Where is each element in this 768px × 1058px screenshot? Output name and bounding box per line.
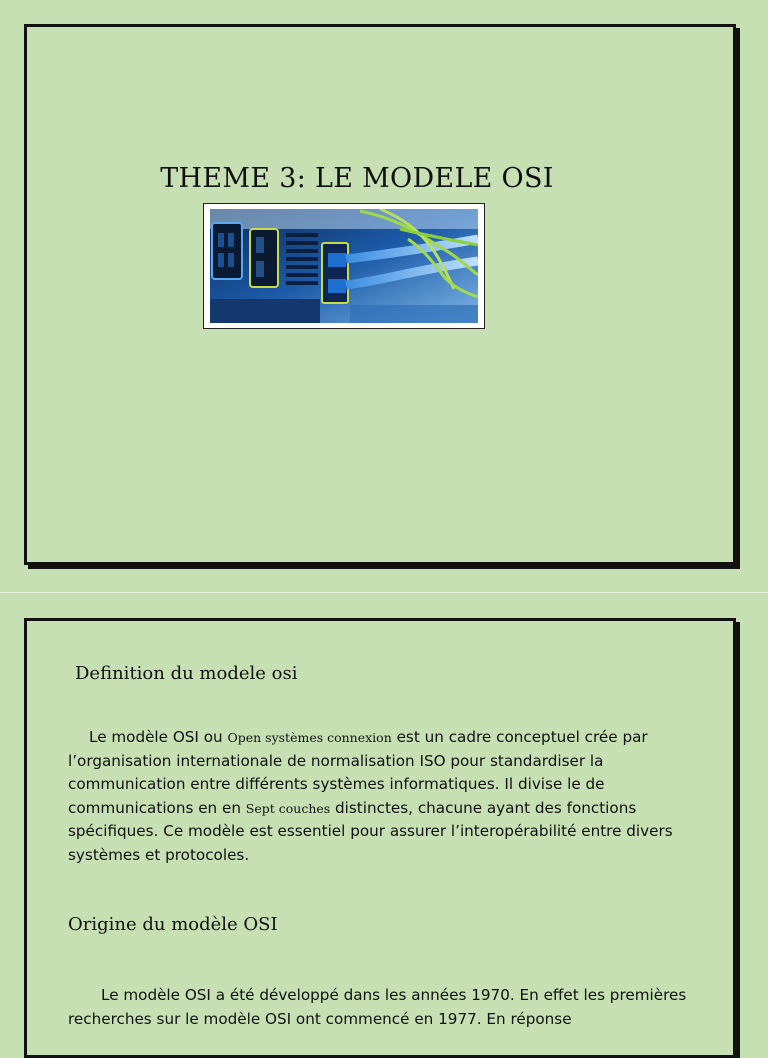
paragraph-definition — [68, 726, 708, 867]
network-switch-photo — [203, 203, 485, 329]
slide-content-page — [24, 618, 736, 1058]
section-heading-definition: Definition du modele osi — [75, 663, 298, 684]
slide-title-page — [24, 24, 736, 565]
paragraph-text: distinctes, chacune ayant des fonctions spécifiques. Ce modèle est essentiel pour assurer l’interopérabilité entre divers systèmes et protocoles. — [68, 798, 673, 864]
paragraph-text: Le modèle OSI ou — [89, 728, 228, 746]
fiber-cable-image — [210, 209, 478, 323]
term-seven-layers: Sept couches — [245, 800, 331, 816]
page-title: THEME 3: LE MODELE OSI — [160, 163, 554, 194]
section-heading-origin: Origine du modèle OSI — [68, 914, 278, 935]
paragraph-text: est un cadre conceptuel crée par l’organisation internationale de normalisation ISO pour standardiser la communication entre différents systèmes informatiques. Il divise le de communications en en — [68, 728, 648, 817]
paragraph-text: Le modèle OSI a été développé dans les années 1970. En effet les premières recherches sur le modèle OSI ont commencé en 1977. En réponse — [68, 986, 687, 1028]
page-divider — [0, 592, 768, 593]
term-open-systems: Open systèmes connexion — [227, 730, 392, 745]
